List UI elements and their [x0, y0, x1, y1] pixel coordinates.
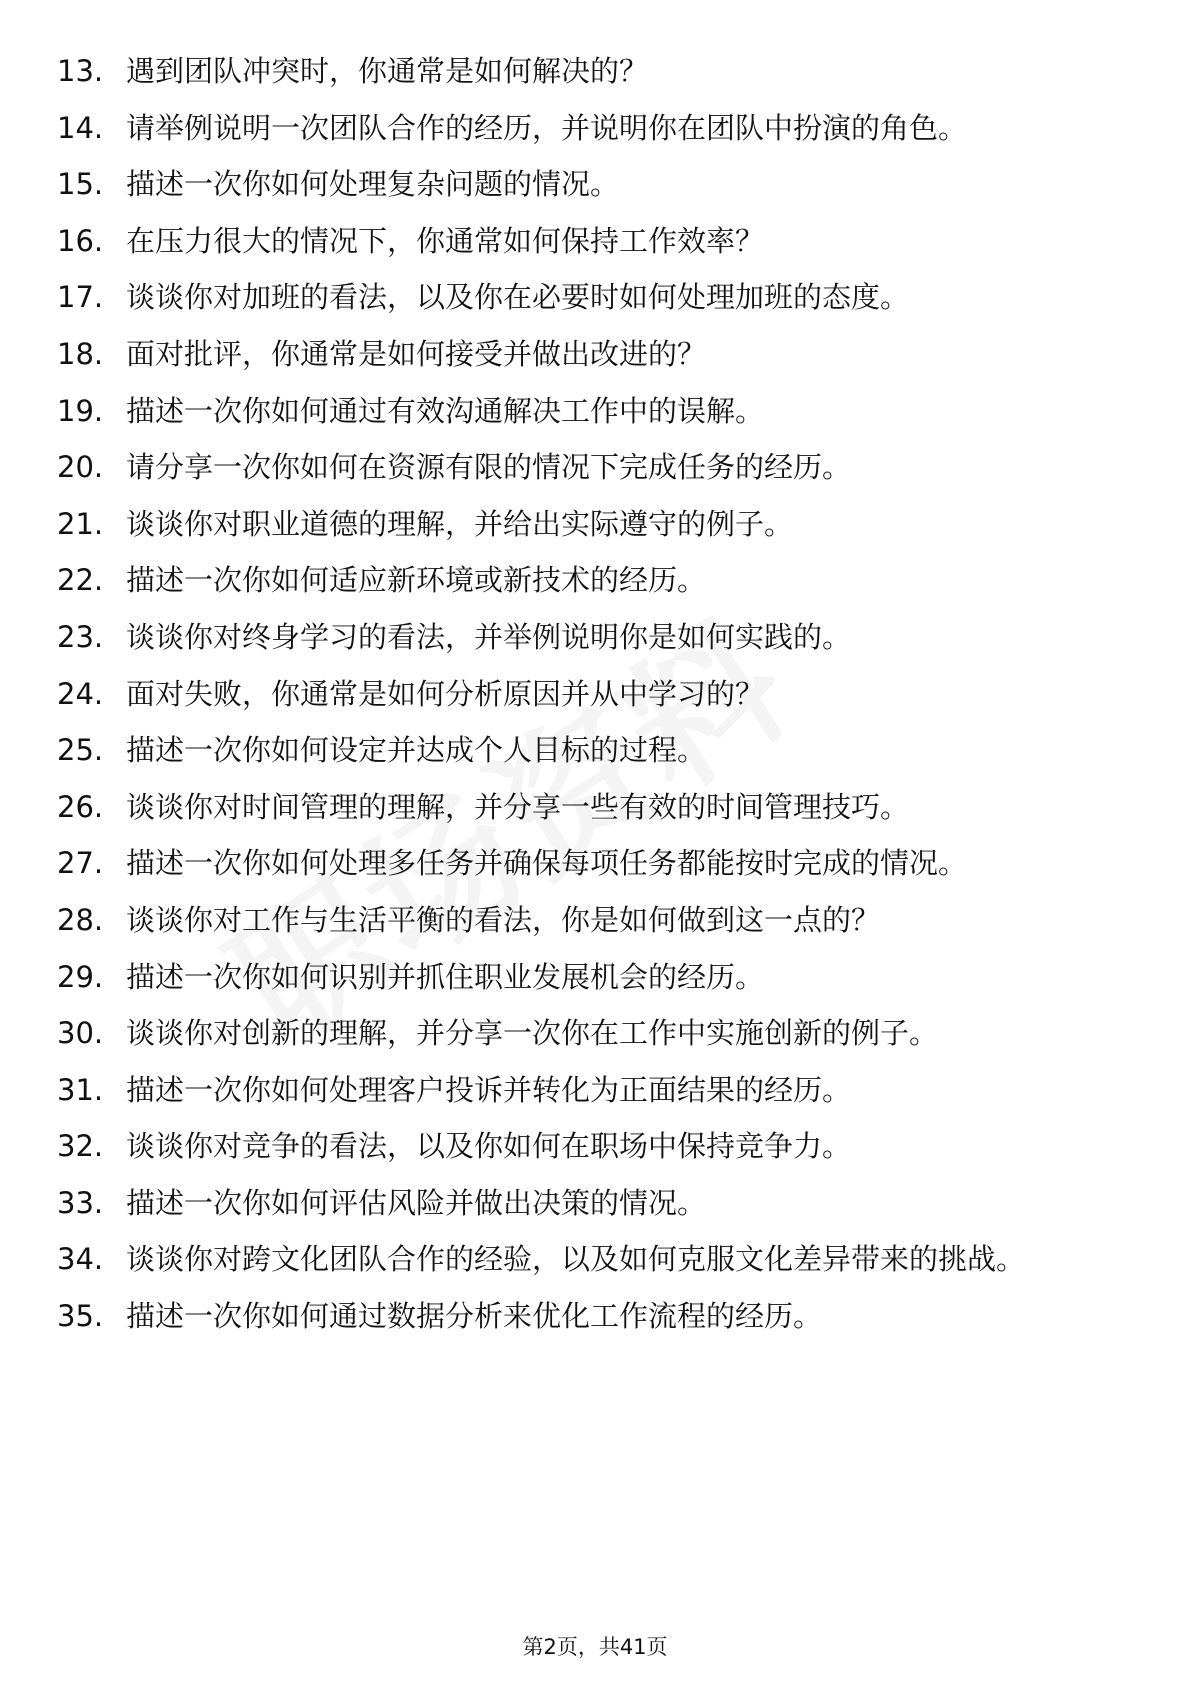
question-text: 谈谈你对创新的理解，并分享一次你在工作中实施创新的例子。 [126, 1016, 939, 1051]
list-item [0, 1014, 1190, 1052]
question-text: 谈谈你对工作与生活平衡的看法，你是如何做到这一点的？ [126, 902, 881, 937]
list-item [0, 901, 1190, 939]
question-text: 描述一次你如何适应新环境或新技术的经历。 [126, 563, 707, 598]
question-text: 请分享一次你如何在资源有限的情况下完成任务的经历。 [126, 450, 852, 485]
question-number: 35. [57, 1299, 104, 1334]
question-number: 26. [57, 789, 104, 824]
question-number: 20. [57, 450, 104, 485]
question-number: 34. [57, 1242, 104, 1277]
question-number: 30. [57, 1016, 104, 1051]
list-item [0, 1297, 1190, 1335]
list-item [0, 618, 1190, 656]
question-number: 22. [57, 563, 104, 598]
question-text: 谈谈你对职业道德的理解，并给出实际遵守的例子。 [126, 506, 794, 541]
question-text: 面对批评，你通常是如何接受并做出改进的？ [126, 336, 707, 371]
question-number: 16. [57, 223, 104, 258]
list-item [0, 1127, 1190, 1165]
list-item [0, 52, 1190, 90]
question-number: 21. [57, 506, 104, 541]
question-text: 面对失败，你通常是如何分析原因并从中学习的？ [126, 676, 765, 711]
question-number: 27. [57, 846, 104, 881]
question-text: 描述一次你如何识别并抓住职业发展机会的经历。 [126, 959, 765, 994]
question-number: 25. [57, 733, 104, 768]
list-item [0, 278, 1190, 316]
list-item [0, 448, 1190, 486]
question-text: 谈谈你对竞争的看法，以及你如何在职场中保持竞争力。 [126, 1129, 852, 1164]
question-number: 33. [57, 1185, 104, 1220]
question-number: 23. [57, 619, 104, 654]
question-number: 31. [57, 1072, 104, 1107]
question-number: 18. [57, 336, 104, 371]
list-item [0, 675, 1190, 713]
list-item [0, 561, 1190, 599]
question-number: 28. [57, 902, 104, 937]
list-item [0, 844, 1190, 882]
question-text: 描述一次你如何处理客户投诉并转化为正面结果的经历。 [126, 1072, 852, 1107]
question-text: 遇到团队冲突时，你通常是如何解决的？ [126, 54, 649, 88]
list-item [0, 505, 1190, 543]
list-item [0, 335, 1190, 373]
list-item [0, 788, 1190, 826]
question-text: 描述一次你如何设定并达成个人目标的过程。 [126, 733, 707, 768]
question-number: 15. [57, 167, 104, 202]
list-item [0, 731, 1190, 769]
question-number: 19. [57, 393, 104, 428]
question-text: 谈谈你对加班的看法，以及你在必要时如何处理加班的态度。 [126, 280, 910, 315]
question-text: 谈谈你对终身学习的看法，并举例说明你是如何实践的。 [126, 619, 852, 654]
list-item [0, 392, 1190, 430]
list-item [0, 1184, 1190, 1222]
question-number: 14. [57, 110, 104, 145]
list-item [0, 958, 1190, 996]
question-number: 24. [57, 676, 104, 711]
question-text: 描述一次你如何通过有效沟通解决工作中的误解。 [126, 393, 765, 428]
list-item [0, 109, 1190, 147]
question-text: 谈谈你对跨文化团队合作的经验，以及如何克服文化差异带来的挑战。 [126, 1242, 1026, 1277]
question-number: 13. [57, 54, 104, 88]
question-list [0, 52, 1190, 1354]
list-item [0, 165, 1190, 203]
page-number-footer: 第2页，共41页 [522, 1635, 668, 1659]
question-text: 描述一次你如何通过数据分析来优化工作流程的经历。 [126, 1299, 823, 1334]
question-number: 17. [57, 280, 104, 315]
question-text: 描述一次你如何评估风险并做出决策的情况。 [126, 1185, 707, 1220]
question-text: 描述一次你如何处理复杂问题的情况。 [126, 167, 620, 202]
question-text: 请举例说明一次团队合作的经历，并说明你在团队中扮演的角色。 [126, 110, 968, 145]
question-number: 32. [57, 1129, 104, 1164]
question-text: 描述一次你如何处理多任务并确保每项任务都能按时完成的情况。 [126, 846, 968, 881]
question-number: 29. [57, 959, 104, 994]
question-text: 谈谈你对时间管理的理解，并分享一些有效的时间管理技巧。 [126, 789, 910, 824]
list-item [0, 222, 1190, 260]
question-text: 在压力很大的情况下，你通常如何保持工作效率？ [126, 223, 765, 258]
list-item [0, 1071, 1190, 1109]
list-item [0, 1240, 1190, 1278]
